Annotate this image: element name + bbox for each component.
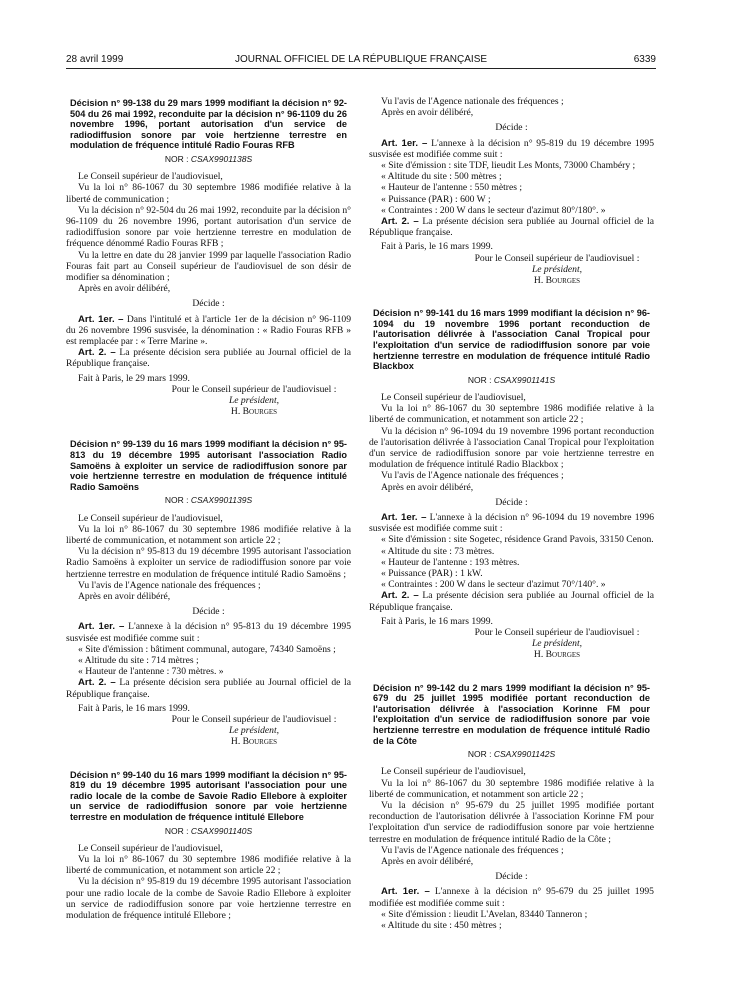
annex-item: « Hauteur de l'antenne : 730 mètres. » bbox=[78, 666, 224, 678]
annex-item: « Puissance (PAR) : 600 W ; bbox=[381, 193, 491, 205]
signature-block bbox=[462, 253, 652, 287]
nor-reference: NOR : CSAX9901140S bbox=[164, 825, 253, 836]
considerant: Après en avoir délibéré, bbox=[381, 107, 474, 119]
signature-block bbox=[462, 627, 652, 661]
signature-name: H. Bourges bbox=[533, 649, 581, 661]
left-column bbox=[66, 98, 351, 921]
page-header bbox=[66, 54, 656, 68]
nor-reference: NOR : CSAX9901138S bbox=[164, 153, 253, 164]
header-page-number: 6339 bbox=[633, 54, 656, 65]
considerant: Vu l'avis de l'Agence nationale des fréquences ; bbox=[381, 96, 564, 107]
considerant: Le Conseil supérieur de l'audiovisuel, bbox=[78, 171, 223, 183]
annex-item: « Contraintes : 200 W dans le secteur d'azimut 80°/180°. » bbox=[381, 204, 606, 216]
decision-99-139 bbox=[66, 439, 351, 747]
considerant: Vu la décision n° 95-813 du 19 décembre 1995 autorisant l'association Radio Samoëns à exploiter un service de radiodiffusion sonore par voie hertzienne terrestre en modulation de fréquence intitulé Radio Samoëns ; bbox=[66, 546, 351, 580]
article-2: Art. 2. – La présente décision sera publiée au Journal officiel de la République française. bbox=[369, 216, 654, 239]
considerant: Vu la décision n° 92-504 du 26 mai 1992, reconduite par la décision n° 96-1109 du 26 novembre 1996, portant autorisation d'un service de radiodiffusion sonore par voie hertzienne terrestre en modulation de fréquence dénommé Radio Fouras RFB ; bbox=[66, 204, 351, 250]
considerant: Vu la décision n° 95-819 du 19 décembre 1995 autorisant l'association pour une radio locale de la combe de Savoie Radio Ellebore à exploiter un service de radiodiffusion sonore par voie hertzienne terrestre en modulation de fréquence intitulé Ellebore ; bbox=[66, 876, 351, 922]
signature-role: Le président, bbox=[228, 395, 280, 407]
considerant: Vu l'avis de l'Agence nationale des fréquences ; bbox=[381, 844, 564, 856]
considerant: Vu la loi n° 86-1067 du 30 septembre 1986 modifiée relative à la liberté de communication, et notamment son article 22 ; bbox=[369, 403, 654, 426]
decision-99-142 bbox=[369, 683, 654, 932]
signature-pour: Pour le Conseil supérieur de l'audiovisuel : bbox=[474, 252, 640, 264]
decision-title: Décision n° 99-142 du 2 mars 1999 modifiant la décision n° 95-679 du 25 juillet 1995 modifiée portant reconduction de l'autorisation délivrée à l'association Korinne FM pour l'exploitation d'un service de radiodiffusion sonore par voie hertzienne terrestre en modulation de fréquence intitulé Radio de la Côte bbox=[373, 682, 650, 746]
annex-item: « Altitude du site : 73 mètres. bbox=[381, 545, 495, 557]
considerant: Vu la décision n° 95-679 du 25 juillet 1995 modifiée portant reconduction de l'autorisation délivrée à l'association Korinne FM pour l'exploitation d'un service de radiodiffusion sonore par voie hertzienne terrestre en modulation de fréquence intitulé Radio de la Côte ; bbox=[369, 800, 654, 845]
annex-item: « Puissance (PAR) : 1 kW. bbox=[381, 568, 483, 580]
considerant: Le Conseil supérieur de l'audiovisuel, bbox=[381, 766, 526, 778]
fait-a-paris: Fait à Paris, le 16 mars 1999. bbox=[381, 615, 493, 627]
article-2: Art. 2. – La présente décision sera publiée au Journal officiel de la République française. bbox=[369, 590, 654, 613]
decision-title: Décision n° 99-139 du 16 mars 1999 modifiant la décision n° 95-813 du 19 décembre 1995 autorisant l'association Radio Samoëns à exploiter un service de radiodiffusion sonore par voie hertzienne terrestre en modulation de fréquence intitulé Radio Samoëns bbox=[70, 439, 347, 492]
considerant: Vu la lettre en date du 28 janvier 1999 par laquelle l'association Radio Fouras fait part au Conseil supérieur de l'audiovisuel de son désir de modifier sa dénomination ; bbox=[66, 249, 351, 283]
article-1: Art. 1er. – Dans l'intitulé et à l'article 1er de la décision n° 96-1109 du 26 novembre 1996 susvisée, la dénomination : « Radio Fouras RFB » est remplacée par : « Terre Marine ». bbox=[66, 313, 351, 348]
nor-reference: NOR : CSAX9901141S bbox=[467, 374, 556, 385]
considerant: Après en avoir délibéré, bbox=[78, 283, 171, 295]
considerant: Le Conseil supérieur de l'audiovisuel, bbox=[78, 512, 223, 524]
decision-99-140 bbox=[66, 770, 351, 922]
decision-title: Décision n° 99-141 du 16 mars 1999 modifiant la décision n° 96-1094 du 19 novembre 1996 portant reconduction de l'autorisation délivrée à l'association Canal Tropical pour l'exploitation d'un service de radiodiffusion sonore par voie hertzienne terrestre en modulation de fréquence intitulé Radio Blackbox bbox=[373, 308, 650, 372]
fait-a-paris: Fait à Paris, le 16 mars 1999. bbox=[381, 241, 493, 253]
annex-item: « Altitude du site : 714 mètres ; bbox=[78, 655, 199, 667]
signature-pour: Pour le Conseil supérieur de l'audiovisuel : bbox=[171, 714, 337, 726]
fait-a-paris: Fait à Paris, le 16 mars 1999. bbox=[78, 702, 190, 714]
signature-role: Le président, bbox=[531, 263, 583, 275]
nor-reference: NOR : CSAX9901142S bbox=[467, 749, 556, 760]
annex-item: « Contraintes : 200 W dans le secteur d'azimut 70°/140°. » bbox=[381, 579, 606, 591]
considerant: Vu l'avis de l'Agence nationale des fréquences ; bbox=[381, 470, 564, 482]
annex-item: « Site d'émission : site TDF, lieudit Les Monts, 73000 Chambéry ; bbox=[381, 160, 636, 172]
signature-block bbox=[159, 714, 349, 748]
considerant: Vu l'avis de l'Agence nationale des fréquences ; bbox=[78, 579, 261, 591]
signature-name: H. Bourges bbox=[230, 406, 278, 418]
article-2: Art. 2. – La présente décision sera publiée au Journal officiel de la République française. bbox=[66, 347, 351, 370]
decision-99-138 bbox=[66, 98, 351, 417]
signature-name: H. Bourges bbox=[533, 275, 581, 287]
considerant: Vu la loi n° 86-1067 du 30 septembre 1986 modifiée relative à la liberté de communication, et notamment son article 22 ; bbox=[369, 777, 654, 800]
considerant: Après en avoir délibéré, bbox=[78, 591, 171, 603]
decision-title: Décision n° 99-140 du 16 mars 1999 modifiant la décision n° 95-819 du 19 décembre 1995 autorisant l'association pour une radio locale de la combe de Savoie Radio Ellebore à exploiter un service de radiodiffusion sonore par voie hertzienne terrestre en modulation de fréquence intitulé Ellebore bbox=[70, 769, 347, 823]
annex-item: « Hauteur de l'antenne : 550 mètres ; bbox=[381, 182, 523, 194]
article-1: Art. 1er. – L'annexe à la décision n° 95-813 du 19 décembre 1995 susvisée est modifiée comme suit : bbox=[66, 621, 352, 644]
annex-item: « Site d'émission : bâtiment communal, autogare, 74340 Samoëns ; bbox=[78, 643, 336, 655]
signature-pour: Pour le Conseil supérieur de l'audiovisuel : bbox=[171, 383, 337, 395]
decision-99-140-continued bbox=[369, 96, 654, 286]
article-1: Art. 1er. – L'annexe à la décision n° 96-1094 du 19 novembre 1996 susvisée est modifiée comme suit : bbox=[369, 512, 654, 535]
signature-role: Le président, bbox=[228, 725, 280, 737]
decide-heading: Décide : bbox=[495, 496, 528, 508]
considerant: Vu la loi n° 86-1067 du 30 septembre 1986 modifiée relative à la liberté de communication, et notamment son article 22 ; bbox=[66, 854, 351, 877]
annex-item: « Hauteur de l'antenne : 193 mètres. bbox=[381, 556, 520, 568]
decision-99-141 bbox=[369, 308, 654, 660]
decide-heading: Décide : bbox=[192, 606, 225, 618]
annex-item: « Altitude du site : 450 mètres ; bbox=[381, 920, 502, 932]
header-rule bbox=[66, 68, 656, 69]
decide-heading: Décide : bbox=[495, 871, 528, 883]
decide-heading: Décide : bbox=[192, 298, 225, 310]
considerant: Le Conseil supérieur de l'audiovisuel, bbox=[381, 392, 526, 404]
signature-role: Le président, bbox=[531, 638, 583, 650]
annex-item: « Altitude du site : 500 mètres ; bbox=[381, 171, 502, 183]
considerant: Après en avoir délibéré, bbox=[381, 856, 474, 868]
signature-block bbox=[159, 384, 349, 418]
fait-a-paris: Fait à Paris, le 29 mars 1999. bbox=[78, 372, 190, 384]
decide-heading: Décide : bbox=[495, 122, 528, 134]
article-2: Art. 2. – La présente décision sera publiée au Journal officiel de la République française. bbox=[66, 677, 351, 700]
considerant: Vu la loi n° 86-1067 du 30 septembre 1986 modifiée relative à la liberté de communication ; bbox=[66, 182, 351, 205]
annex-item: « Site d'émission : site Sogetec, résidence Grand Pavois, 33150 Cenon. bbox=[381, 534, 654, 546]
annex-item: « Site d'émission : lieudit L'Avelan, 83440 Tanneron ; bbox=[381, 908, 588, 920]
article-1: Art. 1er. – L'annexe à la décision n° 95-679 du 25 juillet 1995 modifiée est modifiée comme suit : bbox=[369, 886, 654, 909]
considerant: Vu la loi n° 86-1067 du 30 septembre 1986 modifiée relative à la liberté de communication, et notamment son article 22 ; bbox=[66, 523, 351, 547]
header-date: 28 avril 1999 bbox=[66, 54, 124, 65]
considerant: Après en avoir délibéré, bbox=[381, 481, 474, 493]
decision-title: Décision n° 99-138 du 29 mars 1999 modifiant la décision n° 92-504 du 26 mai 1992, reconduite par la décision n° 96-1109 du 26 novembre 1996, portant autorisation d'un service de radiodiffusion sonore par voie hertzienne terrestre en modulation de fréquence intitulé Radio Fouras RFB bbox=[70, 98, 347, 151]
nor-reference: NOR : CSAX9901139S bbox=[164, 495, 253, 506]
considerant: Vu la décision n° 96-1094 du 19 novembre 1996 portant reconduction de l'autorisation délivrée à l'association Canal Tropical pour l'exploitation d'un service de radiodiffusion sonore par voie hertzienne terrestre en modulation de fréquence intitulé Radio Blackbox ; bbox=[369, 425, 654, 471]
right-column bbox=[369, 96, 654, 931]
signature-name: H. Bourges bbox=[230, 736, 278, 748]
considerant: Le Conseil supérieur de l'audiovisuel, bbox=[78, 842, 223, 854]
signature-pour: Pour le Conseil supérieur de l'audiovisuel : bbox=[474, 627, 640, 639]
header-journal-title: JOURNAL OFFICIEL DE LA RÉPUBLIQUE FRANÇAISE bbox=[234, 54, 488, 65]
article-1: Art. 1er. – L'annexe à la décision n° 95-819 du 19 décembre 1995 susvisée est modifiée comme suit : bbox=[369, 137, 655, 160]
